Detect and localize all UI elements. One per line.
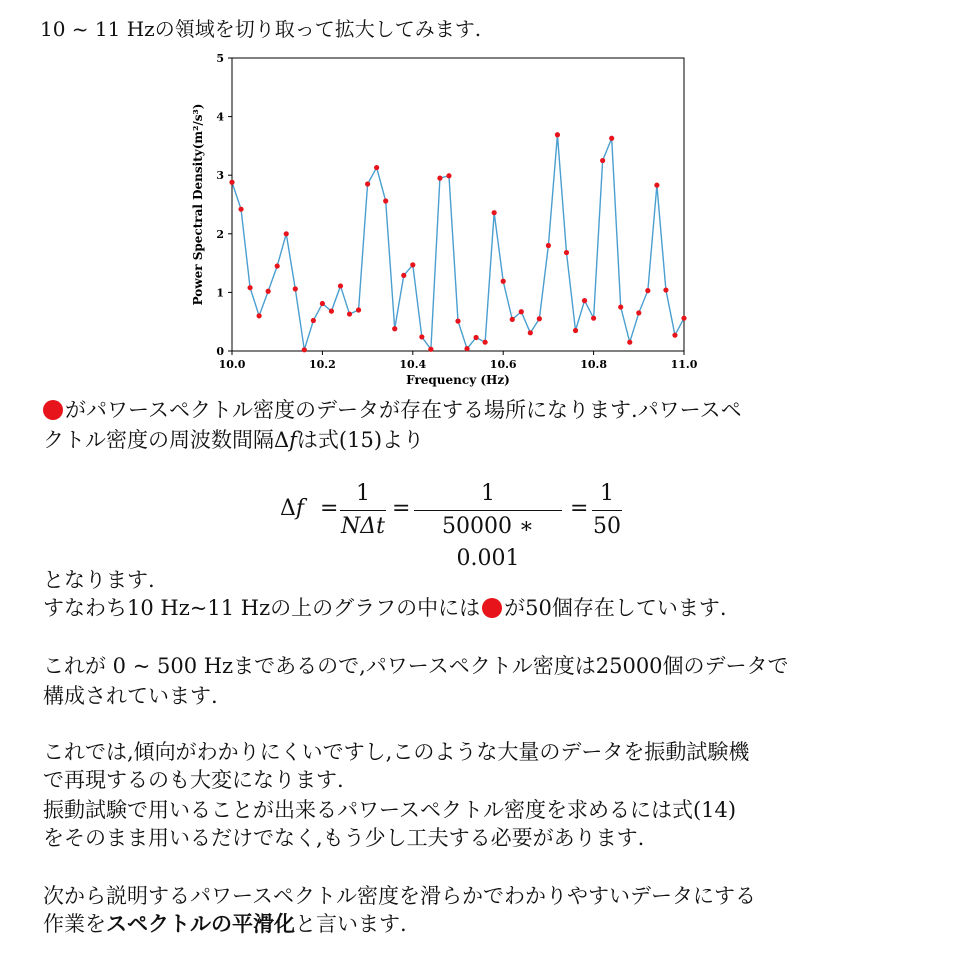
data-point	[636, 310, 641, 315]
paragraph-4-line-1: これでは,傾向がわかりにくいですし,このような大量のデータを振動試験機	[43, 740, 750, 764]
data-point	[437, 176, 442, 181]
data-point	[627, 340, 632, 345]
data-point	[582, 298, 587, 303]
data-point	[356, 307, 361, 312]
data-point	[275, 263, 280, 268]
data-point	[266, 289, 271, 294]
data-point	[401, 273, 406, 278]
data-point	[347, 311, 352, 316]
red-dot-icon	[482, 598, 502, 618]
data-point	[410, 262, 415, 267]
x-axis-label: Frequency (Hz)	[406, 373, 510, 387]
x-tick-label: 10.8	[580, 358, 607, 371]
paragraph-4-line-2: で再現するのも大変になります.	[43, 768, 344, 792]
data-point	[428, 347, 433, 352]
fraction-2-numerator: 1	[481, 481, 495, 506]
formula-equals-2: =	[392, 496, 411, 521]
data-point	[446, 173, 451, 178]
paragraph-3-line-1: これが 0 ~ 500 Hzまであるので,パワースペクトル密度は25000個のデータで	[43, 654, 789, 678]
y-tick-label: 3	[216, 169, 224, 183]
paragraph-3-line-2: 構成されています.	[43, 684, 218, 708]
data-point	[492, 210, 497, 215]
y-tick-label: 2	[216, 227, 224, 241]
data-point	[365, 181, 370, 186]
data-point	[455, 319, 460, 324]
axes-frame	[232, 58, 684, 351]
formula-lhs: Δ𝑓	[280, 496, 305, 521]
data-point	[681, 316, 686, 321]
data-point	[573, 328, 578, 333]
x-tick-label: 11.0	[670, 358, 698, 371]
psd-series-line	[232, 135, 684, 350]
paragraph-5-line-2	[43, 910, 407, 938]
paragraph-4-line-4: をそのまま用いるだけでなく,もう少し工夫する必要があります.	[43, 826, 645, 850]
fraction-2-denominator: 50000 ∗ 0.001	[442, 514, 534, 571]
paragraph-2-text-before: すなわち10 Hz~11 Hzの上のグラフの中には	[43, 596, 481, 620]
paragraph-5-line-1: 次から説明するパワースペクトル密度を滑らかでわかりやすいデータにする	[43, 884, 756, 908]
fraction-1-numerator: 1	[356, 481, 370, 506]
data-point	[618, 304, 623, 309]
fraction-3	[592, 478, 622, 543]
formula-equals-3: =	[570, 496, 589, 521]
paragraph-1-line-1	[43, 396, 742, 424]
data-point	[645, 288, 650, 293]
y-tick-label: 0	[216, 345, 224, 358]
x-tick-label: 10.2	[309, 358, 336, 371]
data-point	[320, 301, 325, 306]
data-point	[374, 165, 379, 170]
data-point	[501, 279, 506, 284]
data-point	[329, 309, 334, 314]
y-tick-label: 5	[216, 52, 224, 65]
x-tick-label: 10.6	[489, 358, 517, 371]
data-point	[510, 317, 515, 322]
data-point	[257, 313, 262, 318]
data-point	[473, 335, 478, 340]
paragraph-1-line-2: クトル密度の周波数間隔Δ𝑓は式(15)より	[43, 428, 425, 452]
data-point	[247, 285, 252, 290]
paragraph-5-text-after: と言います.	[295, 912, 407, 936]
data-point	[672, 333, 677, 338]
fraction-1-denominator: 𝑁Δ𝑡	[341, 514, 385, 539]
spectral-smoothing-term: スペクトルの平滑化	[106, 912, 295, 936]
data-point	[311, 318, 316, 323]
red-dot-icon	[43, 400, 63, 420]
paragraph-2-line-1: となります.	[43, 568, 155, 592]
paragraph-2-text-after: が50個存在しています.	[504, 596, 727, 620]
data-point	[338, 283, 343, 288]
data-point	[419, 334, 424, 339]
fraction-3-denominator: 50	[593, 514, 621, 539]
fraction-3-numerator: 1	[600, 481, 614, 506]
y-tick-label: 1	[216, 286, 224, 300]
data-point	[654, 183, 659, 188]
x-tick-label: 10.4	[399, 358, 427, 371]
formula-equals-1: =	[320, 496, 339, 521]
data-point	[302, 347, 307, 352]
data-point	[564, 250, 569, 255]
data-point	[284, 231, 289, 236]
data-point	[528, 330, 533, 335]
paragraph-1-text: がパワースペクトル密度のデータが存在する場所になります.パワースペ	[65, 398, 742, 422]
data-point	[546, 243, 551, 248]
data-point	[483, 340, 488, 345]
y-tick-label: 4	[216, 110, 224, 124]
paragraph-4-line-3: 振動試験で用いることが出来るパワースペクトル密度を求めるには式(14)	[43, 798, 737, 822]
data-point	[555, 132, 560, 137]
data-point	[229, 180, 234, 185]
paragraph-2-line-2	[43, 594, 727, 622]
psd-chart	[180, 44, 700, 394]
y-axis-label: Power Spectral Density(m²/s³)	[191, 103, 205, 306]
data-point	[519, 309, 524, 314]
data-point	[609, 136, 614, 141]
data-point	[600, 158, 605, 163]
data-point	[464, 346, 469, 351]
data-point	[392, 326, 397, 331]
paragraph-5-text-before: 作業を	[43, 912, 106, 936]
intro-text: 10 ~ 11 Hzの領域を切り取って拡大してみます.	[40, 17, 482, 41]
data-point	[293, 286, 298, 291]
fraction-1	[340, 478, 386, 543]
x-tick-label: 10.0	[218, 358, 246, 371]
data-point	[383, 198, 388, 203]
data-point	[238, 207, 243, 212]
data-point	[663, 287, 668, 292]
fraction-2	[414, 478, 562, 575]
data-point	[537, 316, 542, 321]
plot-area	[191, 52, 698, 387]
data-point	[591, 316, 596, 321]
